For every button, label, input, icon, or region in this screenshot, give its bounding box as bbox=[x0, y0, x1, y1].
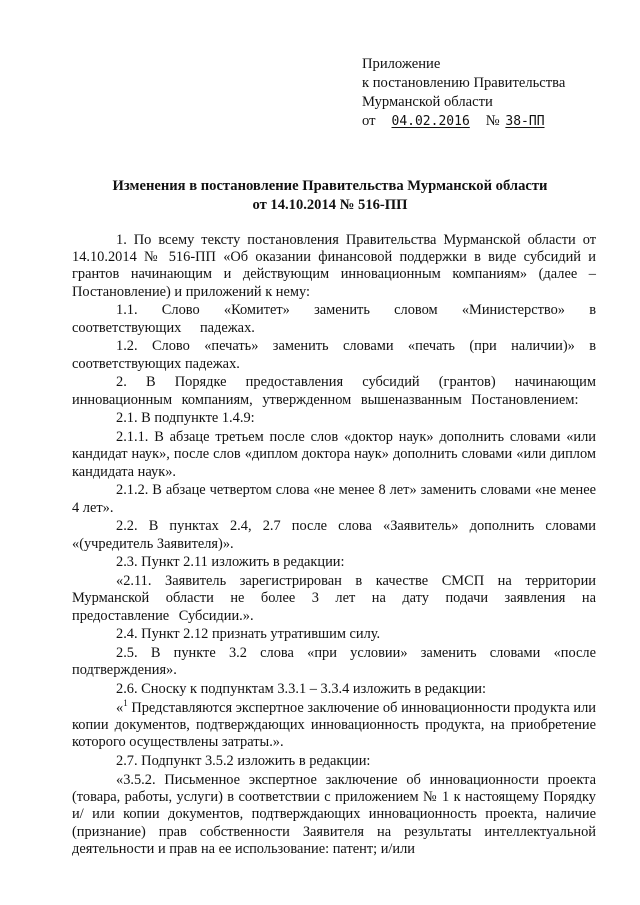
document-body bbox=[72, 232, 596, 858]
paragraph-2-5: 2.5. В пункте 3.2 слова «при условии» заменить словами «после подтверждения». bbox=[72, 645, 596, 679]
paragraph-3-5-2-quote: «3.5.2. Письменное экспертное заключение об инновационности проекта (товара, работы, услуги) в соответствии с приложением № 1 к настоящему Порядку и/ или копии документов, подтверждающих инновационность проекта, наличие (признание) прав собственности Заявителя на результаты интеллектуальной деятельности и прав на ее использование: патент; и/или bbox=[72, 772, 596, 857]
paragraph-2-1-2: 2.1.2. В абзаце четвертом слова «не менее 8 лет» заменить словами «не менее 4 лет». bbox=[72, 482, 596, 516]
paragraph-2-6: 2.6. Сноску к подпунктам 3.3.1 – 3.3.4 изложить в редакции: bbox=[116, 681, 486, 698]
paragraph-2-2: 2.2. В пунктах 2.4, 2.7 после слова «Заявитель» дополнить словами «(учредитель Заявителя)». bbox=[72, 518, 596, 552]
appendix-date-number-line bbox=[362, 112, 565, 131]
paragraph-2-7: 2.7. Подпункт 3.5.2 изложить в редакции: bbox=[116, 753, 371, 770]
paragraph-2-4: 2.4. Пункт 2.12 признать утратившим силу. bbox=[116, 626, 381, 643]
appendix-to-resolution: к постановлению Правительства bbox=[362, 75, 566, 91]
document-title bbox=[80, 177, 580, 215]
paragraph-2-1: 2.1. В подпункте 1.4.9: bbox=[116, 410, 255, 427]
footnote-quote bbox=[72, 700, 596, 752]
appendix-heading: Приложение bbox=[362, 56, 441, 72]
resolution-date: 04.02.2016 bbox=[391, 114, 470, 129]
paragraph-1-2: 1.2. Слово «печать» заменить словами «печать (при наличии)» в соответствующих падежах. bbox=[72, 338, 596, 372]
footnote-open-quote: « bbox=[116, 700, 124, 716]
footnote-text: Представляются экспертное заключение об инновационности продукта или копии документов, подтверждающих инновационность продукта, на приобретение которого осуществлены затраты.». bbox=[72, 700, 596, 751]
number-label: № bbox=[485, 113, 500, 129]
paragraph-2-11-quote: «2.11. Заявитель зарегистрирован в качестве СМСП на территории Мурманской области не более 3 лет на дату подачи заявления на предоставление Субсидии.». bbox=[72, 573, 596, 624]
footnote-mark: 1 bbox=[123, 698, 128, 709]
paragraph-2: 2. В Порядке предоставления субсидий (грантов) начинающим инновационным компаниям, утвержденном вышеназванным Постановлением: bbox=[72, 374, 596, 408]
from-label: от bbox=[362, 113, 376, 129]
appendix-region: Мурманской области bbox=[362, 94, 493, 110]
paragraph-1: 1. По всему тексту постановления Правительства Мурманской области от 14.10.2014 № 516-ПП «Об оказании финансовой поддержки в виде субсидий и грантов начинающим и действующим инновационным компаниям» (далее – Постановление) и приложений к нему: bbox=[72, 232, 596, 300]
title-line-2: от 14.10.2014 № 516-ПП bbox=[252, 197, 408, 213]
paragraph-2-1-1: 2.1.1. В абзаце третьем после слов «доктор наук» дополнить словами «или кандидат наук», после слов «диплом доктора наук» дополнить словами «или диплом кандидата наук». bbox=[72, 429, 596, 480]
paragraph-1-1: 1.1. Слово «Комитет» заменить словом «Министерство» в соответствующих падежах. bbox=[72, 302, 596, 336]
appendix-block bbox=[362, 55, 565, 131]
resolution-number: 38-ПП bbox=[505, 114, 545, 129]
title-line-1: Изменения в постановление Правительства Мурманской области bbox=[112, 178, 548, 194]
paragraph-2-3: 2.3. Пункт 2.11 изложить в редакции: bbox=[116, 554, 345, 571]
